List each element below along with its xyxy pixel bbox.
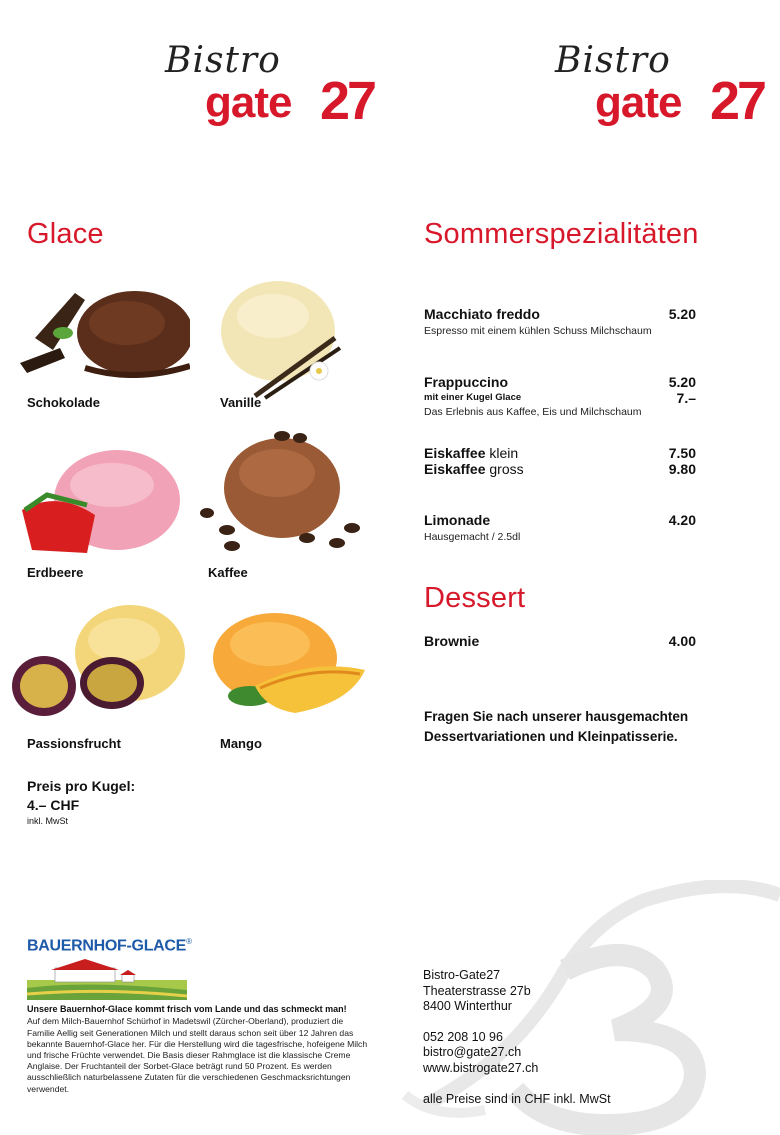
item-desc: Espresso mit einem kühlen Schuss Milchschaum bbox=[424, 325, 652, 337]
bauernhof-logo bbox=[27, 937, 372, 955]
flavor-label: Erdbeere bbox=[27, 565, 84, 580]
contact-website[interactable]: www.bistrogate27.ch bbox=[423, 1060, 539, 1075]
coffee-scoop-icon bbox=[192, 428, 367, 553]
item-name-size: klein bbox=[489, 445, 519, 461]
logo-script: Bistro bbox=[555, 40, 671, 81]
item-name-bold: Eiskaffee bbox=[424, 461, 486, 477]
menu-item-brownie bbox=[424, 633, 696, 649]
item-price: 4.00 bbox=[668, 633, 696, 649]
price-label: Preis pro Kugel: bbox=[27, 778, 136, 794]
chocolate-scoop-icon bbox=[15, 278, 190, 378]
logo-word: gate bbox=[205, 78, 292, 127]
sommer-title: Sommerspezialitäten bbox=[424, 218, 699, 250]
menu-item-frappuccino bbox=[424, 374, 696, 418]
logo-left bbox=[165, 40, 375, 140]
item-price bbox=[669, 445, 696, 477]
bauernhof-logo-text: BAUERNHOF-GLACE bbox=[27, 937, 187, 955]
flavor-label: Kaffee bbox=[208, 565, 248, 580]
logo-number: 27 bbox=[320, 71, 375, 131]
glace-title: Glace bbox=[27, 218, 104, 250]
item-name-bold: Eiskaffee bbox=[424, 445, 486, 461]
item-price-small: 7.50 bbox=[668, 445, 696, 461]
contact-name: Bistro-Gate27 bbox=[423, 968, 501, 982]
bauernhof-registered-mark: ® bbox=[186, 937, 192, 946]
price-note: inkl. MwSt bbox=[27, 816, 69, 826]
item-name bbox=[424, 461, 696, 477]
item-name: Frappuccino bbox=[424, 374, 509, 390]
logo-right bbox=[555, 40, 765, 140]
item-price-main: 5.20 bbox=[668, 374, 696, 390]
mango-scoop-icon bbox=[200, 608, 370, 718]
item-price: 4.20 bbox=[668, 512, 696, 528]
flavor-label: Schokolade bbox=[27, 395, 100, 410]
flavor-label: Mango bbox=[220, 736, 262, 751]
passionfruit-scoop-icon bbox=[12, 598, 187, 723]
item-name: Limonade bbox=[424, 512, 491, 528]
item-sub: mit einer Kugel Glace bbox=[424, 392, 522, 403]
strawberry-scoop-icon bbox=[17, 445, 182, 555]
contact-phone[interactable]: 052 208 10 96 bbox=[423, 1029, 503, 1044]
bauernhof-section bbox=[27, 937, 372, 1095]
item-price: 5.20 bbox=[668, 306, 696, 322]
item-name: Macchiato freddo bbox=[424, 306, 540, 322]
contact-block bbox=[423, 968, 611, 1108]
item-price-large: 9.80 bbox=[668, 461, 696, 477]
bauernhof-text: Auf dem Milch-Bauernhof Schürhof in Madetswil (Zürcher-Oberland), produziert die Familie Aellig seit Generationen Milch und stellt daraus schon seit über 12 Jahren das bekannte Bauernhof-Glace her. Für die Herstellung wird die tagesfrische, hofeigene Milch und frische Früchte verwendet. Die Basis dieser Rahmglace ist die klassische Creme Anglaise. Der Fruchtanteil der Sorbet-Glace beträgt rund 50 Prozent. Es werden ausschließlich naturbelassene Zutaten für die verschiedenen Geschmacksrichtungen verwendet. bbox=[27, 1016, 368, 1094]
item-price bbox=[669, 374, 696, 406]
dessert-advice bbox=[424, 707, 724, 747]
logo-script: Bistro bbox=[165, 40, 281, 81]
price-value: 4.– CHF bbox=[27, 797, 80, 813]
logo-number: 27 bbox=[710, 71, 765, 131]
vat-note: alle Preise sind in CHF inkl. MwSt bbox=[423, 1092, 611, 1106]
contact-street: Theaterstrasse 27b bbox=[423, 983, 531, 998]
logo-word: gate bbox=[595, 78, 682, 127]
item-price-sub: 7.– bbox=[676, 390, 696, 406]
advice-line: Fragen Sie nach unserer hausgemachten bbox=[424, 709, 689, 724]
item-desc: Hausgemacht / 2.5dl bbox=[424, 531, 521, 543]
flavor-label: Vanille bbox=[220, 395, 262, 410]
item-desc: Das Erlebnis aus Kaffee, Eis und Milchschaum bbox=[424, 406, 642, 418]
vanilla-scoop-icon bbox=[215, 276, 350, 401]
item-name: Brownie bbox=[424, 633, 480, 649]
contact-city: 8400 Winterthur bbox=[423, 999, 512, 1013]
flavor-label: Passionsfrucht bbox=[27, 736, 121, 751]
menu-item-limonade bbox=[424, 512, 696, 543]
farm-landscape-icon bbox=[27, 958, 187, 1000]
dessert-title: Dessert bbox=[424, 582, 526, 614]
contact-email[interactable]: bistro@gate27.ch bbox=[423, 1045, 522, 1059]
menu-item-eiskaffee bbox=[424, 445, 696, 477]
bauernhof-headline: Unsere Bauernhof-Glace kommt frisch vom Lande und das schmeckt man! bbox=[27, 1004, 347, 1015]
item-name-size: gross bbox=[489, 461, 524, 477]
advice-line: Dessertvariationen und Kleinpatisserie. bbox=[424, 729, 678, 744]
menu-item-macchiato bbox=[424, 306, 696, 337]
item-name bbox=[424, 445, 696, 461]
price-per-scoop bbox=[27, 778, 135, 826]
